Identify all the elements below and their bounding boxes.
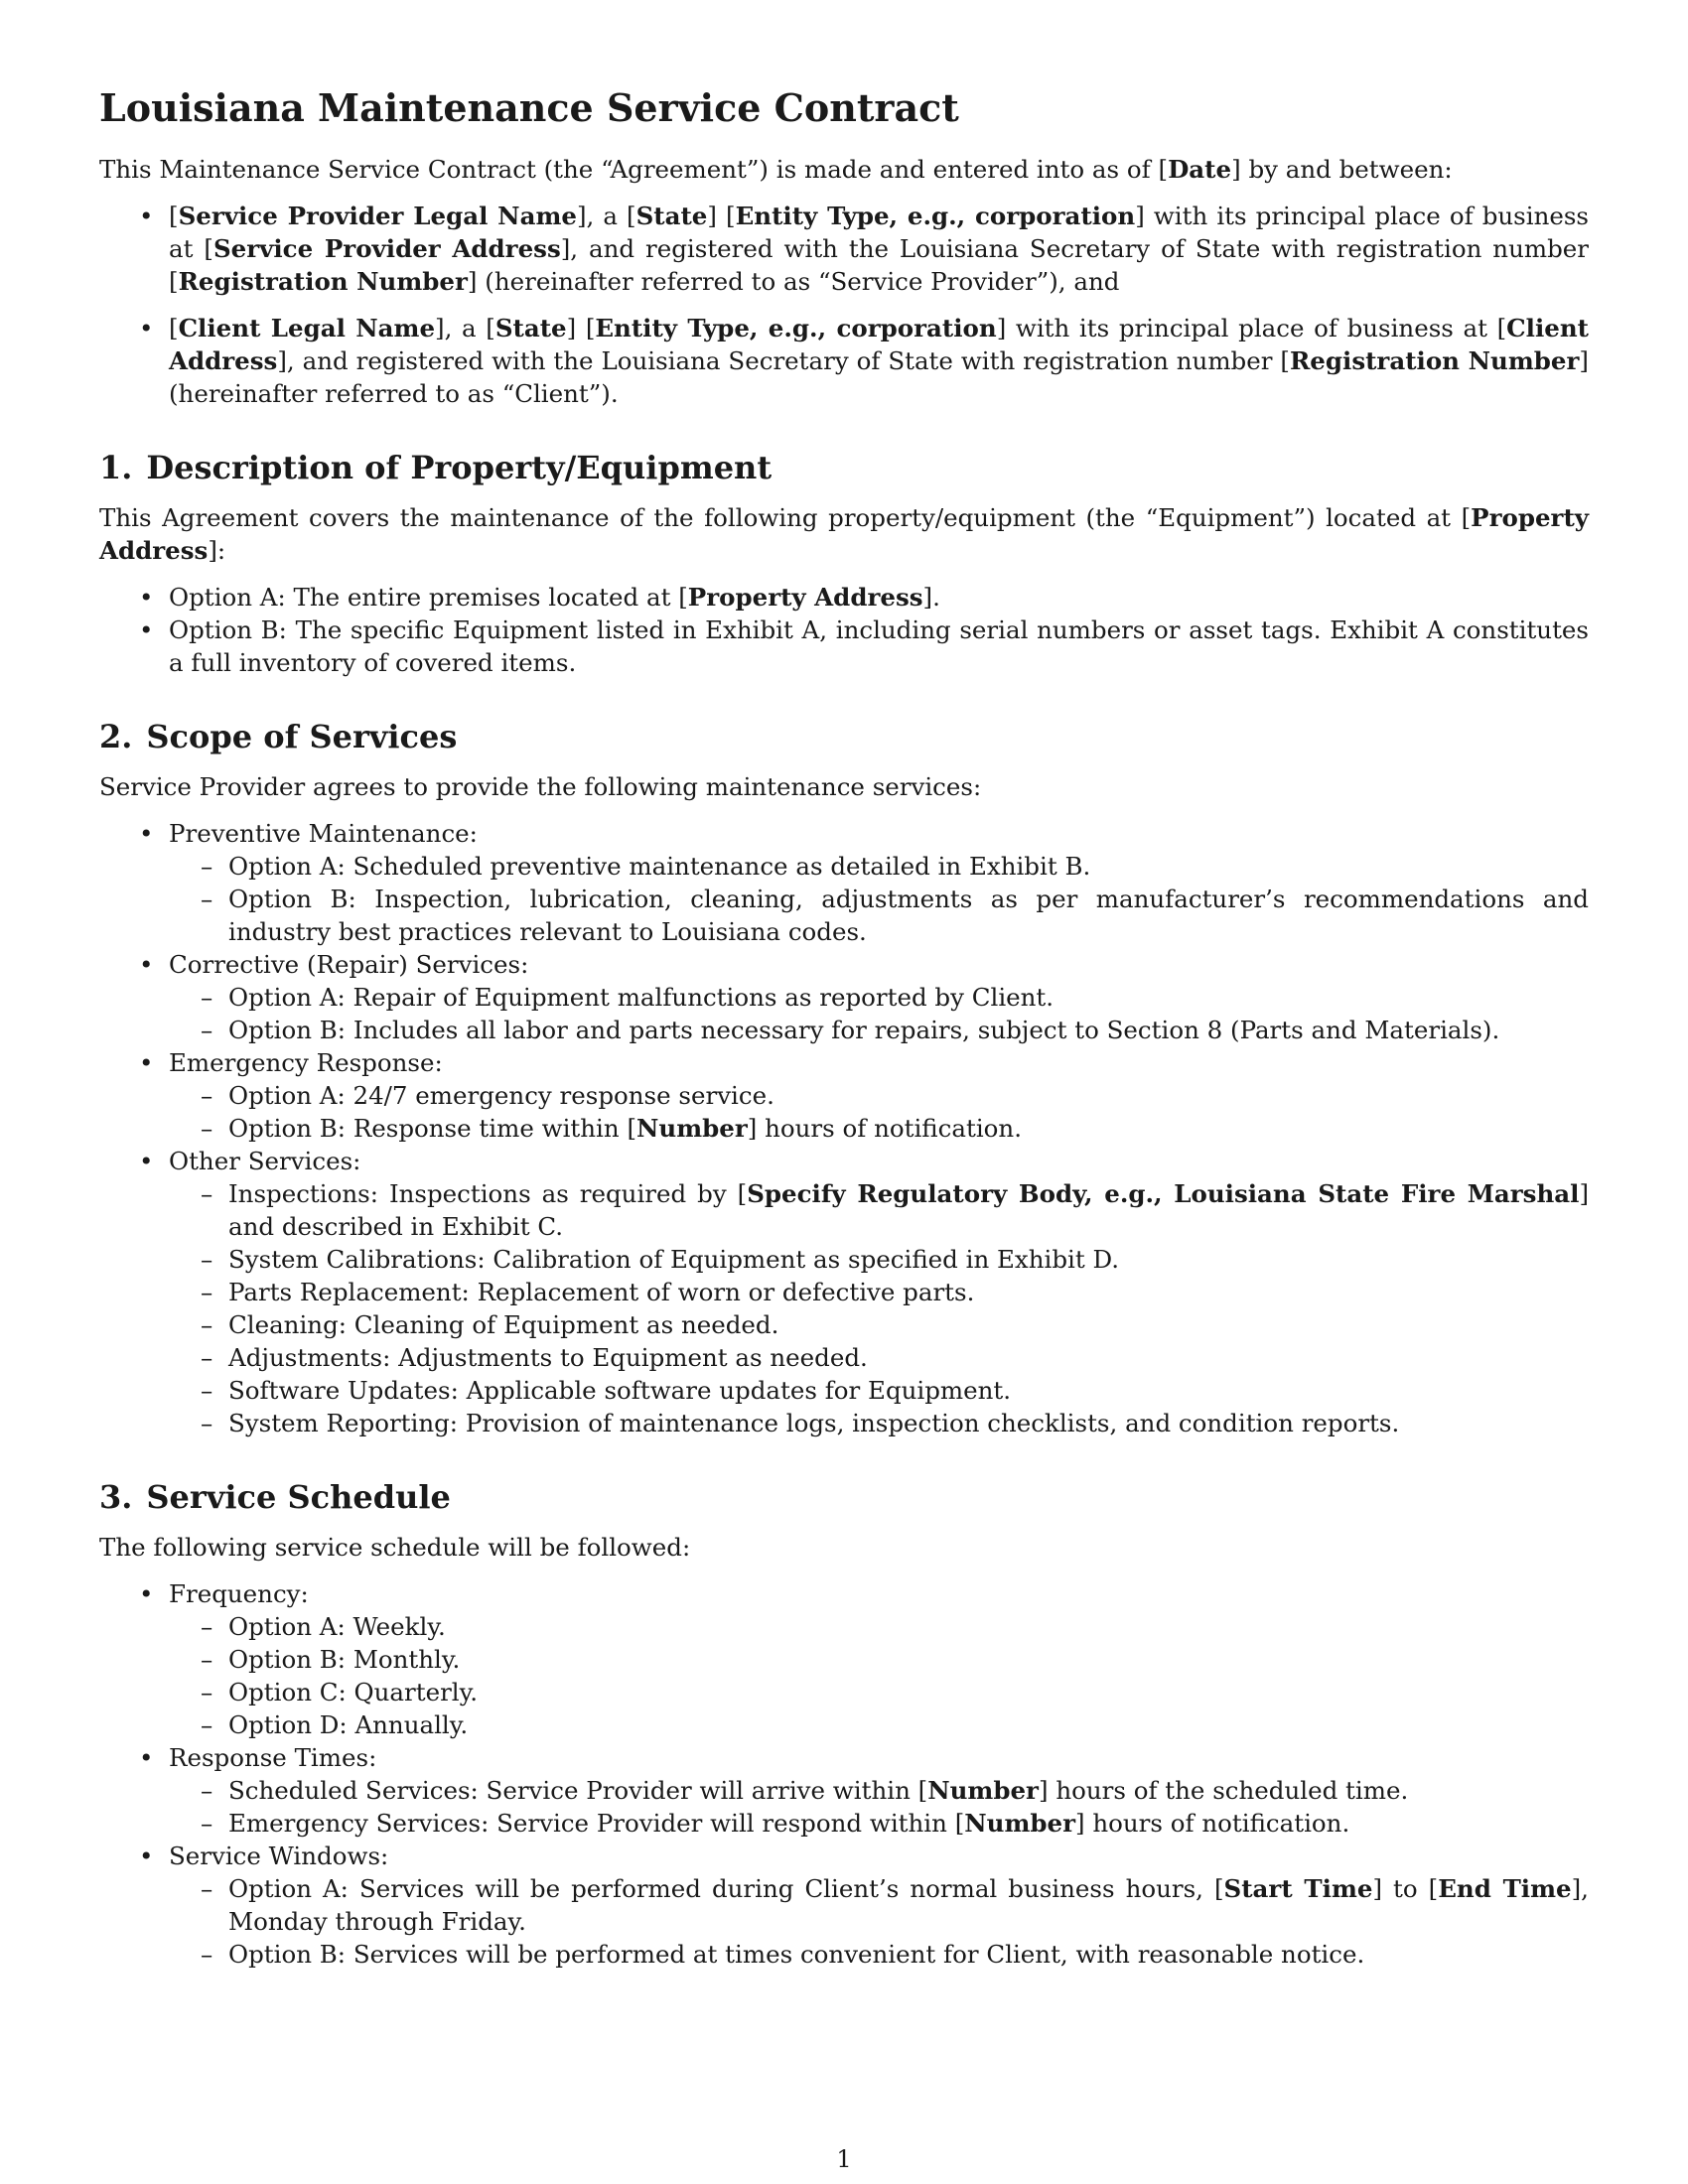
sub-list-item: – Option B: Inspection, lubrication, cleaning, adjustments as per manufacturer’s recommendations and industry best practices relevant to Louisiana codes.	[169, 883, 1589, 948]
sub-list	[169, 1872, 1589, 1971]
list-item: • Response Times: – Scheduled Services: Service Provider will arrive within [Number] hours of the scheduled time. – Emergency Services: Service Provider will respond within [Number] hours of notification.	[99, 1741, 1589, 1840]
placeholder: Specify Regulatory Body, e.g., Louisiana State Fire Marshal	[747, 1179, 1580, 1208]
equipment-options	[99, 581, 1589, 679]
sub-list	[169, 850, 1589, 948]
placeholder: Service Provider Address	[212, 234, 561, 263]
placeholder: Entity Type, e.g., corporation	[595, 314, 997, 342]
sub-list-item: – System Reporting: Provision of maintenance logs, inspection checklists, and condition reports.	[169, 1407, 1589, 1439]
sub-list-item: – Option B: Response time within [Number] hours of notification.	[169, 1112, 1589, 1145]
sub-list-item: – Option B: Includes all labor and parts necessary for repairs, subject to Section 8 (Parts and Materials).	[169, 1014, 1589, 1046]
schedule-list	[99, 1577, 1589, 1971]
placeholder: Registration Number	[1289, 346, 1580, 375]
list-item: • Corrective (Repair) Services: – Option A: Repair of Equipment malfunctions as reported by Client. – Option B: Includes all labor and parts necessary for repairs, subject to Section 8 (Parts and Materials).	[99, 948, 1589, 1046]
sub-list-item: – Adjustments: Adjustments to Equipment as needed.	[169, 1341, 1589, 1374]
placeholder: Client Legal Name	[178, 314, 436, 342]
placeholder: Client Address	[169, 314, 1589, 375]
party-service-provider: • [Service Provider Legal Name], a [State] [Entity Type, e.g., corporation] with its principal place of business at [Service Provider Address], and registered with the Louisiana Secretary of State with registration number [Registration Number] (hereinafter referred to as “Service Provider”), and	[99, 200, 1589, 298]
placeholder: State	[494, 314, 567, 342]
sub-list-item: – Inspections: Inspections as required by [Specify Regulatory Body, e.g., Louisiana State Fire Marshal] and described in Exhibit C.	[169, 1177, 1589, 1243]
placeholder: Number	[964, 1809, 1076, 1838]
placeholder: Entity Type, e.g., corporation	[735, 202, 1136, 230]
sub-list-item: – Option A: 24/7 emergency response service.	[169, 1079, 1589, 1112]
sub-list-item: – Option A: Services will be performed during Client’s normal business hours, [Start Time] to [End Time], Monday through Friday.	[169, 1872, 1589, 1938]
placeholder: Number	[927, 1776, 1039, 1805]
list-item: • Frequency: – Option A: Weekly. – Option B: Monthly. – Option C: Quarterly. – Option D: Annually.	[99, 1577, 1589, 1741]
sub-list	[169, 1177, 1589, 1439]
placeholder: Registration Number	[178, 267, 468, 296]
sub-list	[169, 1610, 1589, 1741]
sub-list	[169, 1774, 1589, 1840]
sub-list-item: – Software Updates: Applicable software updates for Equipment.	[169, 1374, 1589, 1407]
placeholder: Service Provider Legal Name	[178, 202, 577, 230]
sub-list-item: – Emergency Services: Service Provider will respond within [Number] hours of notification.	[169, 1807, 1589, 1840]
intro-paragraph	[99, 153, 1589, 186]
placeholder: Number	[636, 1114, 748, 1143]
placeholder: Start Time	[1223, 1874, 1373, 1903]
sub-list-item: – System Calibrations: Calibration of Equipment as specified in Exhibit D.	[169, 1243, 1589, 1276]
sub-list-item: – Option B: Services will be performed at times convenient for Client, with reasonable notice.	[169, 1938, 1589, 1971]
placeholder: Property Address	[687, 583, 923, 612]
section-intro: Service Provider agrees to provide the following maintenance services:	[99, 772, 982, 801]
sub-list-item: – Option D: Annually.	[169, 1708, 1589, 1741]
sub-list-item: – Cleaning: Cleaning of Equipment as needed.	[169, 1308, 1589, 1341]
party-client: • [Client Legal Name], a [State] [Entity Type, e.g., corporation] with its principal place of business at [Client Address], and registered with the Louisiana Secretary of State with registration number [Registration Number] (hereinafter referred to as “Client”).	[99, 312, 1589, 410]
sub-list-item: – Scheduled Services: Service Provider will arrive within [Number] hours of the scheduled time.	[169, 1774, 1589, 1807]
list-item: • Option B: The specific Equipment listed in Exhibit A, including serial numbers or asset tags. Exhibit A constitutes a full inventory of covered items.	[99, 614, 1589, 679]
sub-list-item: – Option B: Monthly.	[169, 1643, 1589, 1676]
intro-text: This Maintenance Service Contract (the “Agreement”) is made and entered into as of [	[99, 155, 1169, 184]
section-intro: The following service schedule will be followed:	[99, 1533, 691, 1562]
date-placeholder: Date	[1168, 155, 1232, 184]
sub-list-item: – Option A: Weekly.	[169, 1610, 1589, 1643]
section-heading: 1. Description of Property/Equipment	[99, 449, 773, 486]
list-item: • Service Windows: – Option A: Services will be performed during Client’s normal business hours, [Start Time] to [End Time], Monday through Friday. – Option B: Services will be performed at times convenient for Client, with reasonable notice.	[99, 1840, 1589, 1971]
contract-page	[99, 85, 1589, 1971]
list-item: • Option A: The entire premises located at [Property Address].	[99, 581, 1589, 614]
sub-list	[169, 1079, 1589, 1145]
sub-list-item: – Option A: Scheduled preventive maintenance as detailed in Exhibit B.	[169, 850, 1589, 883]
list-item: • Emergency Response: – Option A: 24/7 emergency response service. – Option B: Response time within [Number] hours of notification.	[99, 1046, 1589, 1145]
section-heading: 3. Service Schedule	[99, 1478, 451, 1516]
sub-list-item: – Option C: Quarterly.	[169, 1676, 1589, 1708]
sub-list-item: – Option A: Repair of Equipment malfunctions as reported by Client.	[169, 981, 1589, 1014]
section-heading: 2. Scope of Services	[99, 718, 458, 755]
sub-list-item: – Parts Replacement: Replacement of worn or defective parts.	[169, 1276, 1589, 1308]
services-list	[99, 817, 1589, 1439]
section-intro: This Agreement covers the maintenance of the following property/equipment (the “Equipment”) located at [Property Address]:	[99, 503, 1589, 565]
parties-list	[99, 200, 1589, 410]
placeholder: End Time	[1438, 1874, 1572, 1903]
list-item: • Other Services: – Inspections: Inspections as required by [Specify Regulatory Body, e.g., Louisiana State Fire Marshal] and described in Exhibit C. – System Calibrations: Calibration of Equipment as specified in Exhibit D. – Parts Replacement: Replacement of worn or defective parts. – Cleaning: Cleaning of Equipment as needed. – Adjustments: Adjustments to Equipment as needed. – Software Updates: Applicable software updates for Equipment. – System Reporting: Provision of maintenance logs, inspection checklists, and condition reports.	[99, 1145, 1589, 1439]
page-number: 1	[836, 2145, 852, 2173]
placeholder: State	[635, 202, 708, 230]
list-item: • Preventive Maintenance: – Option A: Scheduled preventive maintenance as detailed in Exhibit B. – Option B: Inspection, lubrication, cleaning, adjustments as per manufacturer’s recommendations and industry best practices relevant to Louisiana codes.	[99, 817, 1589, 948]
sub-list	[169, 981, 1589, 1046]
intro-text: ] by and between:	[1231, 155, 1453, 184]
placeholder: Property Address	[99, 503, 1589, 565]
document-title: Louisiana Maintenance Service Contract	[99, 85, 959, 130]
